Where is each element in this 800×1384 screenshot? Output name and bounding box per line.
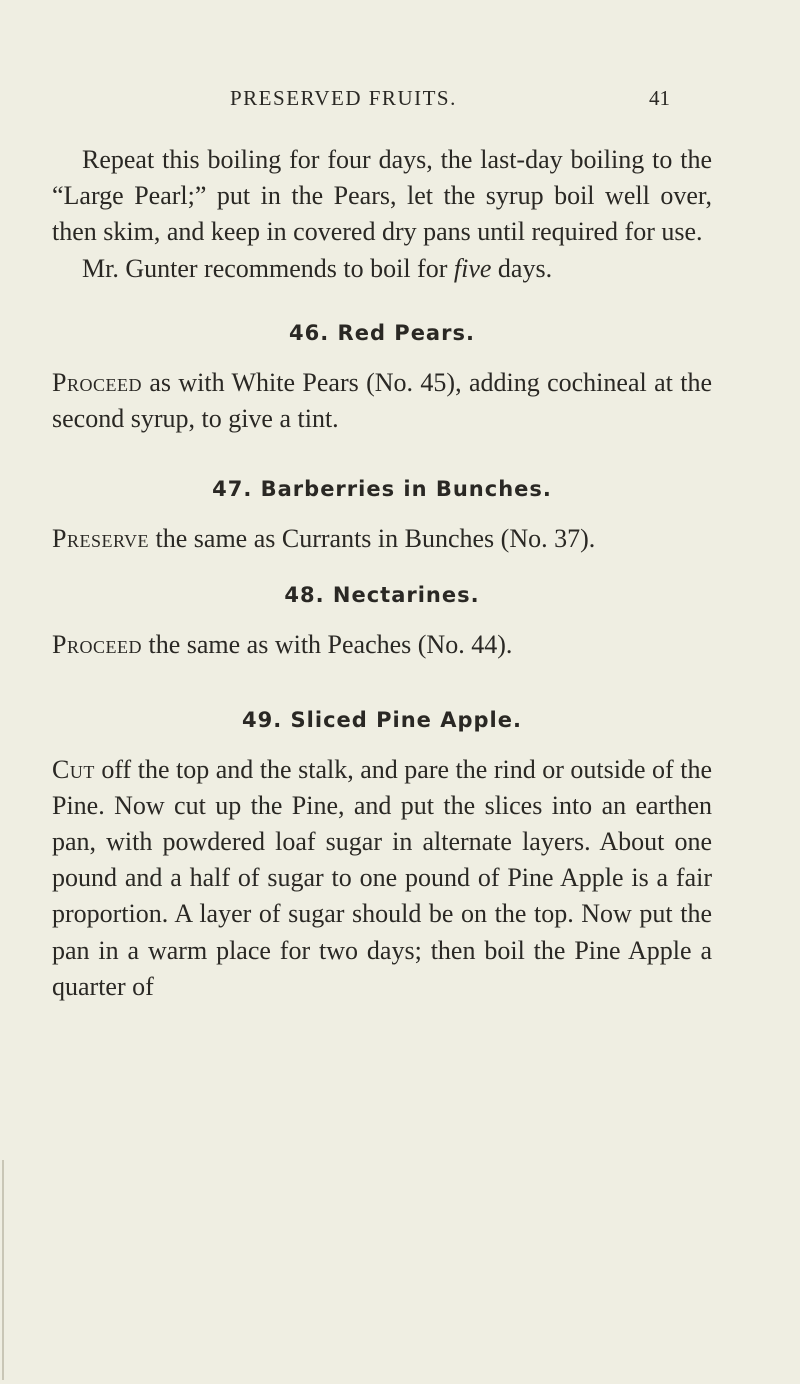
paragraph-text: as with White Pears (No. 45), adding cochineal at the second syrup, to give a tint. (52, 367, 712, 434)
lead-word: Cut (52, 754, 95, 784)
lead-word: Proceed (52, 367, 142, 397)
paragraph-nectarines (52, 627, 712, 663)
paragraph-text: off the top and the stalk, and pare the rind or outside of the Pine. Now cut up the Pine, and put the slices into an earthen pan, with powdered loaf sugar in alternate layers. About one pound and a half of sugar to one pound of Pine Apple is a fair proportion. A layer of sugar should be on the top. Now put the pan in a warm place for two days; then boil the Pine Apple a quarter of (52, 754, 712, 1001)
paragraph-sliced-pine-apple (52, 752, 712, 1005)
gunter-note-start: Mr. Gunter recommends to boil for (82, 253, 454, 283)
gunter-note-emphasis: five (453, 253, 492, 283)
page-body (52, 142, 712, 1005)
running-title: PRESERVED FRUITS. (230, 86, 457, 110)
heading-sliced-pine-apple: 49. Sliced Pine Apple. (242, 707, 522, 732)
paragraph-gunter-note (52, 251, 712, 287)
paragraph-red-pears (52, 365, 712, 437)
page-number: 41 (649, 86, 670, 110)
running-header (230, 86, 670, 118)
heading-red-pears: 46. Red Pears. (289, 320, 475, 345)
heading-barberries: 47. Barberries in Bunches. (212, 477, 552, 502)
paragraph-text: the same as Currants in Bunches (No. 37). (149, 524, 596, 554)
heading-nectarines: 48. Nectarines. (284, 583, 480, 608)
paragraph-repeat-boiling: Repeat this boiling for four days, the last-day boiling to the “Large Pearl;” put in the Pears, let the syrup boil well over, then skim, and keep in covered dry pans until required for use. (52, 145, 712, 247)
gunter-note-end: days. (491, 253, 553, 283)
lead-word: Preserve (52, 524, 150, 554)
paragraph-text: the same as with Peaches (No. 44). (141, 630, 513, 660)
paragraph-barberries (52, 521, 712, 557)
page-edge-shadow (2, 1160, 4, 1380)
lead-word: Proceed (52, 630, 142, 660)
